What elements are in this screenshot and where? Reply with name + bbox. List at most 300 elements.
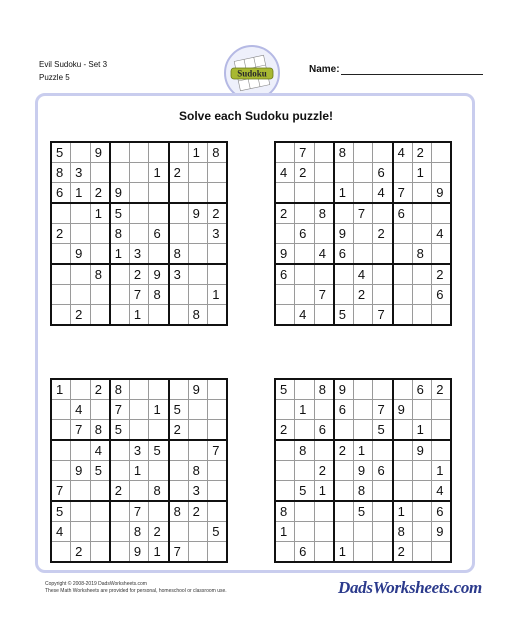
empty-cell[interactable] bbox=[353, 163, 373, 183]
empty-cell[interactable] bbox=[353, 379, 373, 400]
empty-cell[interactable] bbox=[432, 440, 452, 461]
empty-cell[interactable] bbox=[334, 481, 354, 502]
empty-cell[interactable] bbox=[169, 461, 189, 481]
given-cell: 7 bbox=[169, 542, 189, 563]
empty-cell[interactable] bbox=[90, 481, 110, 502]
empty-cell[interactable] bbox=[90, 522, 110, 542]
empty-cell[interactable] bbox=[188, 224, 208, 244]
empty-cell[interactable] bbox=[393, 379, 413, 400]
empty-cell[interactable] bbox=[432, 142, 452, 163]
empty-cell[interactable] bbox=[149, 142, 169, 163]
empty-cell[interactable] bbox=[393, 461, 413, 481]
given-cell: 2 bbox=[275, 203, 295, 224]
empty-cell[interactable] bbox=[110, 305, 130, 326]
empty-cell[interactable] bbox=[188, 420, 208, 441]
given-cell: 2 bbox=[169, 420, 189, 441]
given-cell: 2 bbox=[51, 224, 71, 244]
empty-cell[interactable] bbox=[90, 163, 110, 183]
given-cell: 1 bbox=[149, 163, 169, 183]
empty-cell[interactable] bbox=[149, 461, 169, 481]
empty-cell[interactable] bbox=[353, 400, 373, 420]
worksheet-title: Solve each Sudoku puzzle! bbox=[178, 109, 334, 123]
empty-cell[interactable] bbox=[373, 501, 393, 522]
given-cell: 4 bbox=[373, 183, 393, 204]
given-cell: 1 bbox=[51, 379, 71, 400]
given-cell: 5 bbox=[373, 420, 393, 441]
empty-cell[interactable] bbox=[208, 379, 228, 400]
empty-cell[interactable] bbox=[169, 285, 189, 305]
given-cell: 8 bbox=[169, 501, 189, 522]
empty-cell[interactable] bbox=[432, 305, 452, 326]
empty-cell[interactable] bbox=[314, 305, 334, 326]
given-cell: 5 bbox=[169, 400, 189, 420]
empty-cell[interactable] bbox=[373, 285, 393, 305]
given-cell: 1 bbox=[432, 461, 452, 481]
given-cell: 1 bbox=[71, 183, 91, 204]
empty-cell[interactable] bbox=[275, 305, 295, 326]
empty-cell[interactable] bbox=[129, 400, 149, 420]
given-cell: 8 bbox=[314, 203, 334, 224]
empty-cell[interactable] bbox=[71, 379, 91, 400]
given-cell: 3 bbox=[208, 224, 228, 244]
empty-cell[interactable] bbox=[90, 400, 110, 420]
empty-cell[interactable] bbox=[188, 264, 208, 285]
empty-cell[interactable] bbox=[129, 142, 149, 163]
empty-cell[interactable] bbox=[432, 420, 452, 441]
empty-cell[interactable] bbox=[353, 542, 373, 563]
empty-cell[interactable] bbox=[393, 244, 413, 265]
empty-cell[interactable] bbox=[51, 461, 71, 481]
empty-cell[interactable] bbox=[393, 285, 413, 305]
empty-cell[interactable] bbox=[373, 522, 393, 542]
empty-cell[interactable] bbox=[432, 163, 452, 183]
given-cell: 6 bbox=[275, 264, 295, 285]
given-cell: 6 bbox=[51, 183, 71, 204]
empty-cell[interactable] bbox=[432, 542, 452, 563]
given-cell: 6 bbox=[373, 461, 393, 481]
empty-cell[interactable] bbox=[149, 501, 169, 522]
empty-cell[interactable] bbox=[188, 542, 208, 563]
empty-cell[interactable] bbox=[373, 542, 393, 563]
empty-cell[interactable] bbox=[110, 522, 130, 542]
empty-cell[interactable] bbox=[188, 244, 208, 265]
empty-cell[interactable] bbox=[393, 440, 413, 461]
empty-cell[interactable] bbox=[208, 542, 228, 563]
given-cell: 4 bbox=[432, 224, 452, 244]
empty-cell[interactable] bbox=[110, 440, 130, 461]
given-cell: 6 bbox=[334, 244, 354, 265]
given-cell: 6 bbox=[432, 285, 452, 305]
empty-cell[interactable] bbox=[51, 203, 71, 224]
empty-cell[interactable] bbox=[110, 285, 130, 305]
given-cell: 1 bbox=[90, 203, 110, 224]
empty-cell[interactable] bbox=[373, 244, 393, 265]
given-cell: 4 bbox=[295, 305, 315, 326]
empty-cell[interactable] bbox=[412, 501, 432, 522]
empty-cell[interactable] bbox=[412, 522, 432, 542]
empty-cell[interactable] bbox=[149, 244, 169, 265]
given-cell: 8 bbox=[412, 244, 432, 265]
empty-cell[interactable] bbox=[149, 183, 169, 204]
given-cell: 6 bbox=[295, 224, 315, 244]
given-cell: 7 bbox=[373, 400, 393, 420]
empty-cell[interactable] bbox=[373, 142, 393, 163]
given-cell: 4 bbox=[275, 163, 295, 183]
empty-cell[interactable] bbox=[71, 203, 91, 224]
given-cell: 3 bbox=[129, 440, 149, 461]
empty-cell[interactable] bbox=[314, 400, 334, 420]
empty-cell[interactable] bbox=[393, 305, 413, 326]
given-cell: 6 bbox=[412, 379, 432, 400]
given-cell: 1 bbox=[295, 400, 315, 420]
empty-cell[interactable] bbox=[412, 542, 432, 563]
given-cell: 8 bbox=[90, 264, 110, 285]
given-cell: 4 bbox=[353, 264, 373, 285]
empty-cell[interactable] bbox=[169, 142, 189, 163]
given-cell: 7 bbox=[51, 481, 71, 502]
given-cell: 9 bbox=[275, 244, 295, 265]
empty-cell[interactable] bbox=[275, 183, 295, 204]
given-cell: 2 bbox=[208, 203, 228, 224]
given-cell: 9 bbox=[188, 203, 208, 224]
empty-cell[interactable] bbox=[110, 542, 130, 563]
given-cell: 9 bbox=[432, 522, 452, 542]
empty-cell[interactable] bbox=[90, 285, 110, 305]
empty-cell[interactable] bbox=[51, 400, 71, 420]
given-cell: 2 bbox=[314, 461, 334, 481]
empty-cell[interactable] bbox=[353, 224, 373, 244]
empty-cell[interactable] bbox=[51, 244, 71, 265]
given-cell: 1 bbox=[412, 420, 432, 441]
empty-cell[interactable] bbox=[373, 379, 393, 400]
empty-cell[interactable] bbox=[334, 461, 354, 481]
empty-cell[interactable] bbox=[169, 440, 189, 461]
empty-cell[interactable] bbox=[275, 285, 295, 305]
given-cell: 8 bbox=[110, 224, 130, 244]
empty-cell[interactable] bbox=[353, 183, 373, 204]
empty-cell[interactable] bbox=[90, 224, 110, 244]
empty-cell[interactable] bbox=[208, 400, 228, 420]
given-cell: 1 bbox=[129, 305, 149, 326]
empty-cell[interactable] bbox=[275, 440, 295, 461]
empty-cell[interactable] bbox=[149, 203, 169, 224]
given-cell: 2 bbox=[393, 542, 413, 563]
empty-cell[interactable] bbox=[149, 305, 169, 326]
empty-cell[interactable] bbox=[412, 461, 432, 481]
given-cell: 2 bbox=[71, 542, 91, 563]
given-cell: 4 bbox=[393, 142, 413, 163]
given-cell: 5 bbox=[149, 440, 169, 461]
empty-cell[interactable] bbox=[314, 142, 334, 163]
empty-cell[interactable] bbox=[432, 400, 452, 420]
given-cell: 1 bbox=[188, 142, 208, 163]
empty-cell[interactable] bbox=[71, 224, 91, 244]
empty-cell[interactable] bbox=[334, 264, 354, 285]
given-cell: 8 bbox=[334, 142, 354, 163]
empty-cell[interactable] bbox=[295, 420, 315, 441]
given-cell: 7 bbox=[71, 420, 91, 441]
empty-cell[interactable] bbox=[275, 224, 295, 244]
given-cell: 9 bbox=[353, 461, 373, 481]
empty-cell[interactable] bbox=[353, 305, 373, 326]
empty-cell[interactable] bbox=[129, 420, 149, 441]
given-cell: 8 bbox=[149, 481, 169, 502]
empty-cell[interactable] bbox=[71, 501, 91, 522]
empty-cell[interactable] bbox=[71, 264, 91, 285]
given-cell: 5 bbox=[110, 420, 130, 441]
given-cell: 4 bbox=[51, 522, 71, 542]
empty-cell[interactable] bbox=[295, 379, 315, 400]
given-cell: 7 bbox=[129, 501, 149, 522]
empty-cell[interactable] bbox=[314, 264, 334, 285]
sudoku-grid bbox=[274, 141, 452, 326]
empty-cell[interactable] bbox=[393, 163, 413, 183]
set-label: Evil Sudoku - Set 3 bbox=[39, 60, 108, 69]
empty-cell[interactable] bbox=[90, 542, 110, 563]
given-cell: 6 bbox=[314, 420, 334, 441]
given-cell: 8 bbox=[110, 379, 130, 400]
given-cell: 8 bbox=[393, 522, 413, 542]
empty-cell[interactable] bbox=[129, 379, 149, 400]
empty-cell[interactable] bbox=[314, 440, 334, 461]
given-cell: 3 bbox=[169, 264, 189, 285]
empty-cell[interactable] bbox=[412, 481, 432, 502]
given-cell: 9 bbox=[90, 142, 110, 163]
empty-cell[interactable] bbox=[129, 183, 149, 204]
empty-cell[interactable] bbox=[208, 501, 228, 522]
empty-cell[interactable] bbox=[71, 142, 91, 163]
empty-cell[interactable] bbox=[412, 305, 432, 326]
given-cell: 6 bbox=[149, 224, 169, 244]
empty-cell[interactable] bbox=[393, 420, 413, 441]
empty-cell[interactable] bbox=[169, 379, 189, 400]
empty-cell[interactable] bbox=[295, 244, 315, 265]
empty-cell[interactable] bbox=[334, 285, 354, 305]
empty-cell[interactable] bbox=[71, 522, 91, 542]
empty-cell[interactable] bbox=[295, 522, 315, 542]
empty-cell[interactable] bbox=[169, 224, 189, 244]
empty-cell[interactable] bbox=[149, 420, 169, 441]
given-cell: 8 bbox=[208, 142, 228, 163]
empty-cell[interactable] bbox=[295, 203, 315, 224]
given-cell: 8 bbox=[169, 244, 189, 265]
empty-cell[interactable] bbox=[373, 203, 393, 224]
given-cell: 9 bbox=[334, 224, 354, 244]
empty-cell[interactable] bbox=[314, 163, 334, 183]
given-cell: 1 bbox=[208, 285, 228, 305]
given-cell: 5 bbox=[334, 305, 354, 326]
given-cell: 1 bbox=[393, 501, 413, 522]
given-cell: 1 bbox=[334, 542, 354, 563]
empty-cell[interactable] bbox=[208, 481, 228, 502]
empty-cell[interactable] bbox=[393, 264, 413, 285]
empty-cell[interactable] bbox=[314, 183, 334, 204]
empty-cell[interactable] bbox=[373, 481, 393, 502]
given-cell: 3 bbox=[71, 163, 91, 183]
empty-cell[interactable] bbox=[169, 481, 189, 502]
given-cell: 2 bbox=[412, 142, 432, 163]
empty-cell[interactable] bbox=[188, 440, 208, 461]
given-cell: 3 bbox=[188, 481, 208, 502]
empty-cell[interactable] bbox=[110, 501, 130, 522]
given-cell: 8 bbox=[51, 163, 71, 183]
given-cell: 1 bbox=[334, 183, 354, 204]
worksheet-info bbox=[39, 58, 107, 84]
given-cell: 8 bbox=[188, 305, 208, 326]
given-cell: 7 bbox=[353, 203, 373, 224]
empty-cell[interactable] bbox=[51, 420, 71, 441]
given-cell: 1 bbox=[110, 244, 130, 265]
puzzle-label: Puzzle 5 bbox=[39, 73, 70, 82]
empty-cell[interactable] bbox=[295, 264, 315, 285]
empty-cell[interactable] bbox=[314, 501, 334, 522]
given-cell: 2 bbox=[110, 481, 130, 502]
given-cell: 6 bbox=[432, 501, 452, 522]
given-cell: 2 bbox=[432, 264, 452, 285]
empty-cell[interactable] bbox=[208, 244, 228, 265]
empty-cell[interactable] bbox=[51, 285, 71, 305]
given-cell: 2 bbox=[129, 264, 149, 285]
empty-cell[interactable] bbox=[169, 183, 189, 204]
given-cell: 1 bbox=[412, 163, 432, 183]
empty-cell[interactable] bbox=[90, 501, 110, 522]
empty-cell[interactable] bbox=[353, 522, 373, 542]
given-cell: 2 bbox=[334, 440, 354, 461]
empty-cell[interactable] bbox=[188, 522, 208, 542]
given-cell: 7 bbox=[110, 400, 130, 420]
empty-cell[interactable] bbox=[188, 183, 208, 204]
empty-cell[interactable] bbox=[334, 163, 354, 183]
given-cell: 5 bbox=[110, 203, 130, 224]
empty-cell[interactable] bbox=[353, 420, 373, 441]
given-cell: 9 bbox=[432, 183, 452, 204]
given-cell: 8 bbox=[353, 481, 373, 502]
empty-cell[interactable] bbox=[51, 440, 71, 461]
empty-cell[interactable] bbox=[110, 264, 130, 285]
given-cell: 9 bbox=[393, 400, 413, 420]
empty-cell[interactable] bbox=[334, 522, 354, 542]
given-cell: 4 bbox=[432, 481, 452, 502]
empty-cell[interactable] bbox=[275, 481, 295, 502]
empty-cell[interactable] bbox=[90, 244, 110, 265]
empty-cell[interactable] bbox=[129, 224, 149, 244]
given-cell: 5 bbox=[51, 501, 71, 522]
empty-cell[interactable] bbox=[169, 305, 189, 326]
empty-cell[interactable] bbox=[129, 203, 149, 224]
given-cell: 8 bbox=[295, 440, 315, 461]
empty-cell[interactable] bbox=[188, 285, 208, 305]
empty-cell[interactable] bbox=[412, 400, 432, 420]
empty-cell[interactable] bbox=[51, 305, 71, 326]
empty-cell[interactable] bbox=[71, 440, 91, 461]
empty-cell[interactable] bbox=[51, 264, 71, 285]
given-cell: 2 bbox=[71, 305, 91, 326]
copyright-line: Copyright © 2008-2019 DadsWorksheets.com bbox=[45, 581, 147, 587]
empty-cell[interactable] bbox=[188, 163, 208, 183]
given-cell: 2 bbox=[149, 522, 169, 542]
empty-cell[interactable] bbox=[373, 440, 393, 461]
empty-cell[interactable] bbox=[275, 400, 295, 420]
empty-cell[interactable] bbox=[208, 305, 228, 326]
empty-cell[interactable] bbox=[334, 203, 354, 224]
empty-cell[interactable] bbox=[169, 203, 189, 224]
empty-cell[interactable] bbox=[412, 203, 432, 224]
empty-cell[interactable] bbox=[71, 481, 91, 502]
empty-cell[interactable] bbox=[110, 163, 130, 183]
empty-cell[interactable] bbox=[110, 142, 130, 163]
empty-cell[interactable] bbox=[393, 481, 413, 502]
empty-cell[interactable] bbox=[412, 264, 432, 285]
empty-cell[interactable] bbox=[90, 305, 110, 326]
empty-cell[interactable] bbox=[71, 285, 91, 305]
empty-cell[interactable] bbox=[295, 183, 315, 204]
empty-cell[interactable] bbox=[432, 203, 452, 224]
empty-cell[interactable] bbox=[353, 142, 373, 163]
given-cell: 2 bbox=[90, 379, 110, 400]
empty-cell[interactable] bbox=[188, 400, 208, 420]
empty-cell[interactable] bbox=[353, 244, 373, 265]
empty-cell[interactable] bbox=[149, 379, 169, 400]
given-cell: 8 bbox=[90, 420, 110, 441]
empty-cell[interactable] bbox=[129, 163, 149, 183]
empty-cell[interactable] bbox=[314, 542, 334, 563]
given-cell: 9 bbox=[71, 461, 91, 481]
sudoku-grid bbox=[50, 141, 228, 326]
empty-cell[interactable] bbox=[275, 142, 295, 163]
given-cell: 7 bbox=[208, 440, 228, 461]
given-cell: 9 bbox=[334, 379, 354, 400]
empty-cell[interactable] bbox=[295, 461, 315, 481]
empty-cell[interactable] bbox=[208, 420, 228, 441]
empty-cell[interactable] bbox=[334, 501, 354, 522]
given-cell: 5 bbox=[51, 142, 71, 163]
empty-cell[interactable] bbox=[208, 461, 228, 481]
name-field[interactable] bbox=[341, 74, 483, 75]
empty-cell[interactable] bbox=[295, 285, 315, 305]
given-cell: 2 bbox=[169, 163, 189, 183]
given-cell: 9 bbox=[149, 264, 169, 285]
empty-cell[interactable] bbox=[314, 224, 334, 244]
given-cell: 4 bbox=[314, 244, 334, 265]
empty-cell[interactable] bbox=[314, 522, 334, 542]
empty-cell[interactable] bbox=[432, 244, 452, 265]
given-cell: 6 bbox=[373, 163, 393, 183]
empty-cell[interactable] bbox=[208, 264, 228, 285]
empty-cell[interactable] bbox=[334, 420, 354, 441]
empty-cell[interactable] bbox=[110, 461, 130, 481]
given-cell: 3 bbox=[129, 244, 149, 265]
empty-cell[interactable] bbox=[275, 461, 295, 481]
empty-cell[interactable] bbox=[208, 183, 228, 204]
empty-cell[interactable] bbox=[412, 285, 432, 305]
given-cell: 5 bbox=[90, 461, 110, 481]
empty-cell[interactable] bbox=[373, 264, 393, 285]
empty-cell[interactable] bbox=[51, 542, 71, 563]
empty-cell[interactable] bbox=[412, 183, 432, 204]
name-label: Name: bbox=[309, 64, 340, 75]
empty-cell[interactable] bbox=[208, 163, 228, 183]
empty-cell[interactable] bbox=[129, 481, 149, 502]
given-cell: 8 bbox=[188, 461, 208, 481]
empty-cell[interactable] bbox=[393, 224, 413, 244]
empty-cell[interactable] bbox=[295, 501, 315, 522]
given-cell: 6 bbox=[393, 203, 413, 224]
empty-cell[interactable] bbox=[275, 542, 295, 563]
given-cell: 2 bbox=[275, 420, 295, 441]
empty-cell[interactable] bbox=[412, 224, 432, 244]
empty-cell[interactable] bbox=[169, 522, 189, 542]
usage-line: These Math Worksheets are provided for personal, homeschool or classroom use. bbox=[45, 587, 227, 594]
